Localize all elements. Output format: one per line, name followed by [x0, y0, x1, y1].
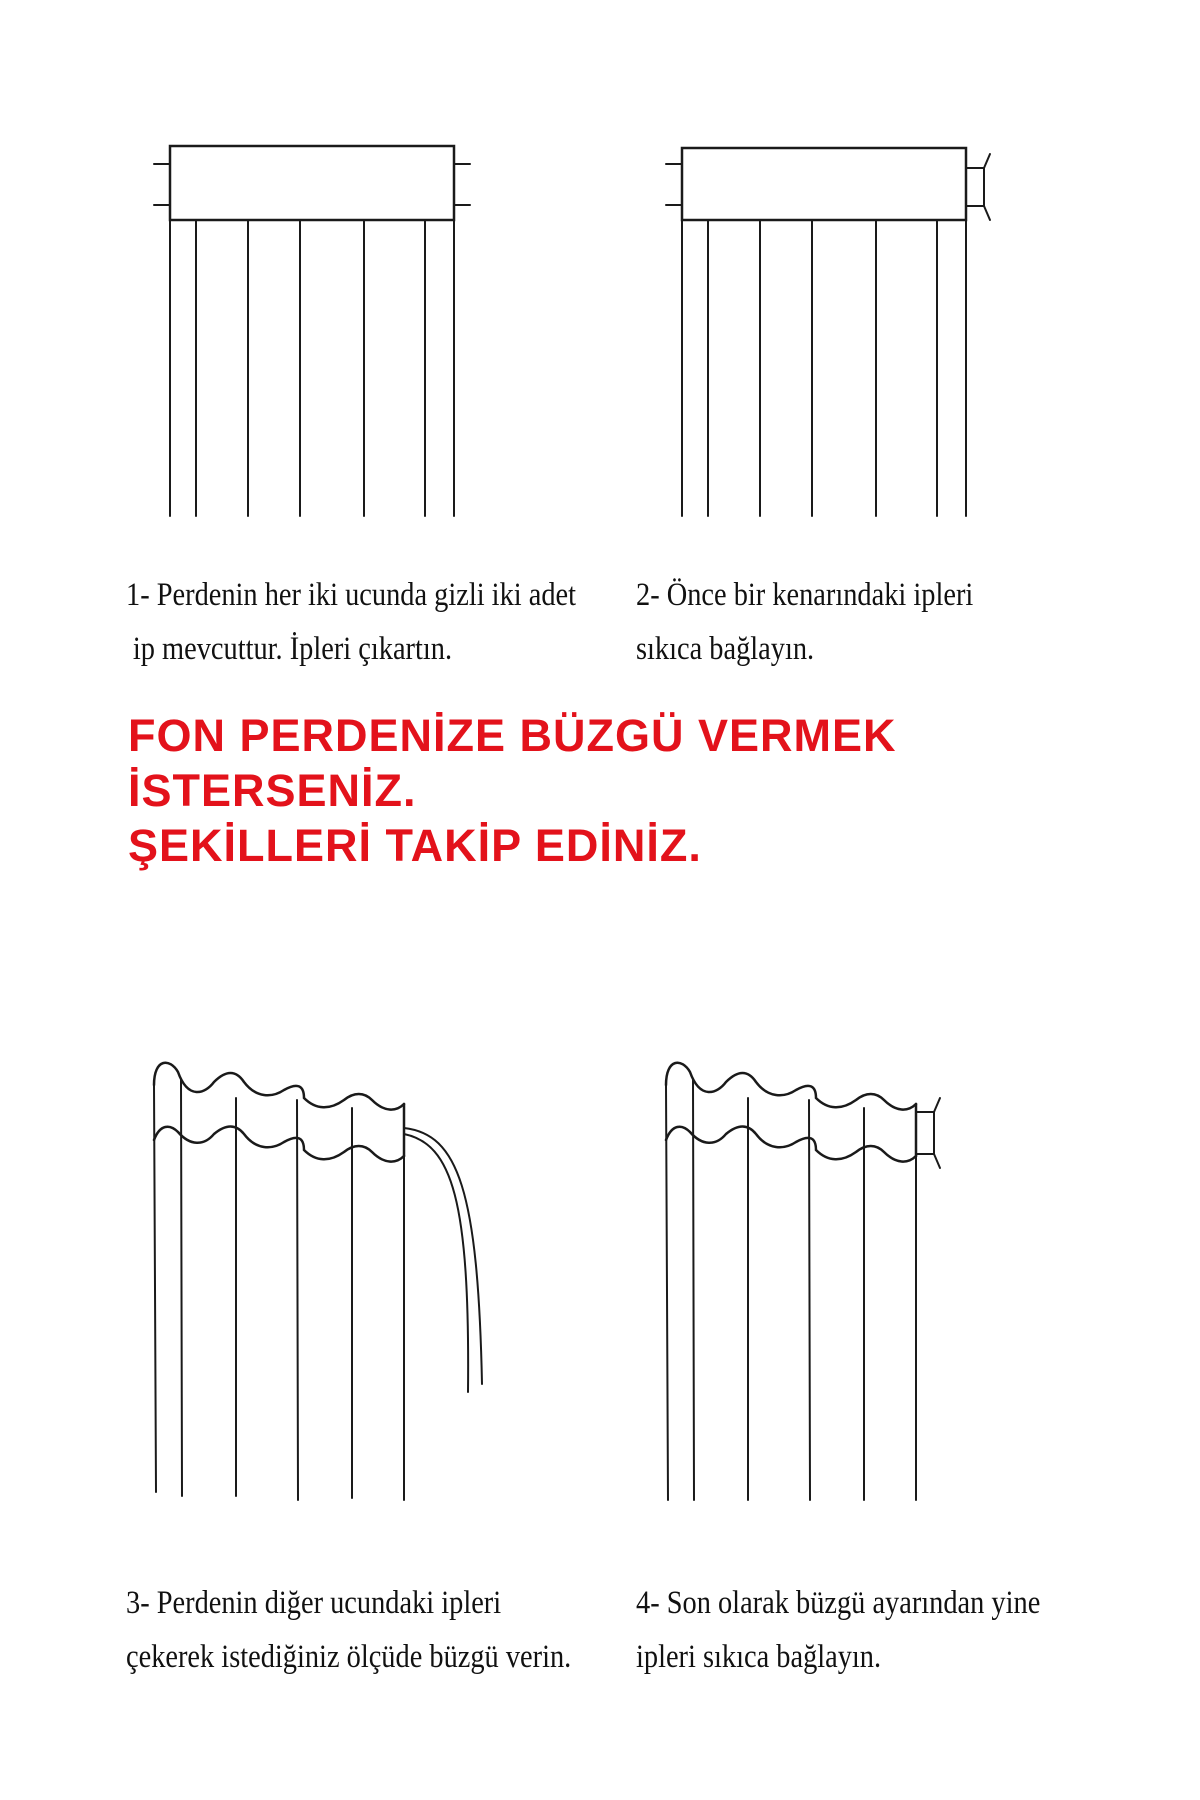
step4-caption — [636, 1576, 1040, 1684]
step3-header-bottom-wave — [154, 1127, 404, 1162]
step4-header-bottom-wave — [666, 1127, 916, 1162]
step2-knot-end-bottom — [984, 206, 990, 220]
step1-caption-line2: ip mevcuttur. İpleri çıkartın. — [132, 631, 453, 667]
step2-header-band — [682, 148, 966, 220]
step3-curtain-gathering-illustration — [154, 1063, 404, 1162]
step1-fabric-lines — [170, 220, 454, 516]
step3-header-top-wave — [154, 1063, 404, 1110]
step4-caption-line2: ipleri sıkıca bağlayın. — [636, 1639, 882, 1675]
title-line2: İSTERSENİZ. — [128, 765, 417, 816]
step2-caption — [636, 568, 973, 676]
step1-curtain-flat-illustration — [154, 146, 470, 516]
step4-tied-knot — [916, 1098, 940, 1168]
step2-curtain-tied-illustration — [666, 148, 990, 516]
step1-caption — [126, 568, 576, 676]
step3-pulled-cords — [404, 1128, 482, 1392]
step1-header-band — [170, 146, 454, 220]
instruction-title — [128, 708, 897, 873]
step2-caption-line2: sıkıca bağlayın. — [636, 631, 815, 667]
title-line3: ŞEKİLLERİ TAKİP EDİNİZ. — [128, 820, 702, 871]
step3-caption-line1: 3- Perdenin diğer ucundaki ipleri — [126, 1585, 502, 1621]
step2-tied-knot — [966, 168, 984, 206]
title-line1: FON PERDENİZE BÜZGÜ VERMEK — [128, 710, 897, 761]
step3-caption-line2: çekerek istediğiniz ölçüde büzgü verin. — [126, 1639, 572, 1675]
step1-caption-line1: 1- Perdenin her iki ucunda gizli iki adet — [126, 577, 577, 613]
step4-caption-line1: 4- Son olarak büzgü ayarından yine — [636, 1585, 1041, 1621]
step2-fabric-lines — [682, 220, 966, 516]
step4-header-top-wave — [666, 1063, 916, 1110]
step3-caption — [126, 1576, 571, 1684]
step2-caption-line1: 2- Önce bir kenarındaki ipleri — [636, 577, 974, 613]
step4-curtain-gathered-illustration — [666, 1063, 916, 1162]
step2-knot-end-top — [984, 154, 990, 168]
